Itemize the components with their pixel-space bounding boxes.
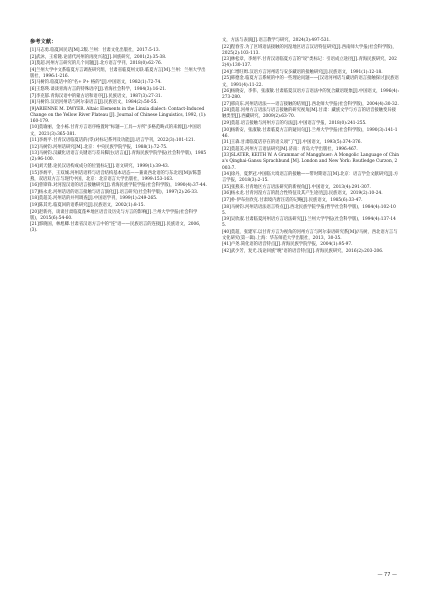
references-right-column: [222, 38, 399, 256]
reference-entry: [26]杨晓安，李伟，张淑敏.甘肃临夏汉语方言语法中的复合藏语现象[J].中国语文，1996(4):273-280.: [222, 89, 399, 101]
reference-entry: [8]马树钧.汉语河州话与阿尔泰语言[J].民族语文，1984(2):50-55.: [30, 100, 158, 106]
reference-entry: [27]邢向东.河州话语法——语言接触的结果[J].西北师大学报(社会科学版)，2004(4):30-32.: [222, 101, 399, 107]
reference-entry: [11]李炳平.甘青汉语临夏话的(零)对标记系列及功能[J].语言学刊，2022(3):101-121.: [30, 138, 196, 144]
reference-entry: [25]韩德金.临夏方言系统的中的一些理论问题——[汉语河州话与藏语的语言接触探讨]民族语文，1991(4):11-22.: [222, 76, 399, 88]
reference-entry: 文，方法与表演[J].语言教学与研究，2024(3):497-531.: [222, 38, 331, 43]
reference-entry: [30]杨新安，张淑敏.甘肃临夏方言的疑问句[J].兰州大学学报(社会科学版)，1990(3):141-146.: [222, 127, 398, 139]
reference-entry: [9]ARIENNE M. DWYER. Altaic Elements in the Linxia dialect: Contact-Induced Change on the Yellow River Plateau [J]. Journal of Chinese Linguistics, 1992, (1):160-179.: [30, 106, 207, 124]
reference-entry: [1]马志勇.临夏回民话[M].2版.兰州：甘肃文化出版社，2017:5-13.: [30, 48, 161, 53]
references-left-column: [30, 48, 207, 235]
reference-entry: [33]SLATER, KEITH W. A Grammar of Mangghuer: A Mongolic Language of China's Qinghai-Gansu Sprachbund [M]. London and New York: Routledge Curzon, 2003:7.: [222, 153, 399, 171]
reference-entry: [42]武少芳，复光.浅论回族"晚"语的语音特点[J].青海民族研究，2016(2):203-206.: [222, 249, 384, 255]
reference-entry: [29]莫超.语言接触与河州方言的句法[J].中国语言学报，2018(0):241-255.: [222, 120, 367, 126]
reference-entry: [12]马树钧.河州话研究[M].北京：中央民族学院学报，1988(1):72-75.: [30, 144, 168, 150]
reference-entry: [21]郭晓国，林旭卿.甘肃省汉语方言中的"连"语——民族语言的连接[J].民族语文，2006，(3).: [30, 222, 204, 234]
reference-entry: [20]赵新亮，谈谈甘肃临夏蓬乡地区语音及历史与方言的影响[J].兰州大学学报(社会科学版)，2015(6):54-60.: [30, 209, 198, 221]
reference-entry: [35]张燕来.甘青地区方言语法研究的新视角[J].中国语文，2013(4):291-307.: [222, 184, 371, 190]
reference-entry: [38]马树钧.河州话语法语言特点[J].西北民族学院学报(哲学社会科学版)，1984(4):102-105.: [222, 204, 396, 216]
reference-entry: [17]杨永龙.河州话语的语言接触与语言演化[J].语言研究(社会科学版)，1997(2):26-33.: [30, 189, 199, 195]
reference-entry: [10]莫瑜丽，金小栋.甘青方言语序格置时"标题—工具—方所"多格范畴式的来源[J].中国语文，2021(3):365-381.: [30, 125, 201, 137]
reference-entry: [19]陈其光.临夏回的语系研究[J].民族语文，2002(1):8-15.: [30, 202, 145, 208]
reference-entry: [14]刘天健.论民汉语构成成分的位置标记[J].语文研究，1999(1):39-43.: [30, 163, 170, 169]
reference-entry: [32]莫超美.河州方言语法研究[M].济南：青岛大学出版社，1996:467.: [222, 146, 358, 152]
reference-entry: [28]莫超.河州方言语法与语言接触的研究视角[M].甘肃：藏族文学与方言的语音接触变异接触类型[J].西藏研究，2009(2):63-70.: [222, 108, 396, 120]
reference-entry: [18]莫超美.河州话的并列调查[J].中国语学刊，1999(1):249-265.: [30, 196, 158, 202]
reference-entry: [41]卢尧.简化语的语音特点[J].青海民族学院学报，2004(1):95-97.: [222, 242, 353, 248]
reference-entry: [40]莫超，张建军.以甘青方言为视角的河州方言与阿尔泰语研究系[M]//马树，西北语方言与文化研究(第一辑).上海：华东师范大学出版社，2013，30-35.: [222, 229, 398, 241]
reference-entry: [39]吴欣淑.甘肃临夏河州语方言语法研究[J].兰州大学学报(社会科学版)，1994(4):137-145.: [222, 217, 396, 229]
reference-entry: [13]马树钧.汉藏化语语言关键语与差异脚注(语言)[J].青海民族学院学报(社会科学版)，1985(2):96-100.: [30, 151, 207, 163]
reference-entry: [5]马树钧.临夏话中的"名+ P+ 格的"[J].中国语文，1982(1):72-74.: [30, 80, 162, 86]
reference-entry: [15]李炳平，王双城.河州话语料与语音结构基本语态——兼谈西北语的与东北语[M]//陈慧燕，双语双方言与现代中国，北京：北京语言大学出版社，1999:153-163.: [30, 170, 202, 182]
references-heading: 参考文献：: [30, 39, 57, 45]
reference-entry: [23]林松章，李炳平.甘青汉语临夏方言的"说"类标记：引语成立途径[J].青海民族研究，2022(4):130-137.: [222, 57, 397, 69]
reference-entry: [16]曾锋锋.对河湟汉语的语言接触研究[J].青海民族学院学报(社会科学版)，1990(4):37-44.: [30, 183, 207, 189]
reference-entry: [34]徐丹，夏梦冠.中国临大境语言的接触——带时期语言[M].北京：语言学会文献研究[J].方言学报，2018(3):2-15.: [222, 172, 399, 184]
reference-entry: [31]王森.甘肃临夏话存在的语义项"了"[J].中国语文，1993(5):374-376.: [222, 140, 362, 146]
reference-entry: [24]仁增旺姆.汉语方言河州话与安多藏语的接触研究[J].民族语文，1991(1):12-18.: [222, 69, 383, 75]
reference-entry: [2]武沐，王希隆.论清代河州的再度兴起[J].回族研究，2001(2):35-38.: [30, 54, 167, 60]
reference-entry: [3]莫超.河州方言研究的几个问题[J].北方语言学刊，2018(0):62-76.: [30, 61, 163, 67]
reference-entry: [22]程春雪.为了区域语法接触的河湟地区语言汉语特征研究[J].西南师大学报(社会科学版)，2025(2):103-113.: [222, 44, 397, 56]
page-number: — 77 —: [377, 572, 397, 578]
reference-entry: [37]朴·伊布拉欣克.甘肃境内唐汪话的记略[J].民族语文，1985(6):33-47.: [222, 197, 363, 203]
reference-entry: [7]李克郁.青海汉语中的蒙古语和语序[J].民族语文，1987(3):27-31.: [30, 93, 163, 99]
reference-entry: [36]杨永龙.甘青河湟方言的混合性特征及其产生途径[J].民族语文，2019(2):10-24.: [222, 191, 383, 197]
reference-entry: [6]王悠瑛.谈谈青海方言的特殊语序[J].青海社会科学，1984(3):16-21.: [30, 87, 167, 93]
reference-entry: [4]兰州大学中文系临夏方言调查研究组，甘肃省临夏州文联.临夏方言[M].兰州：兰州大学出版社，1996:1-216.: [30, 67, 206, 79]
